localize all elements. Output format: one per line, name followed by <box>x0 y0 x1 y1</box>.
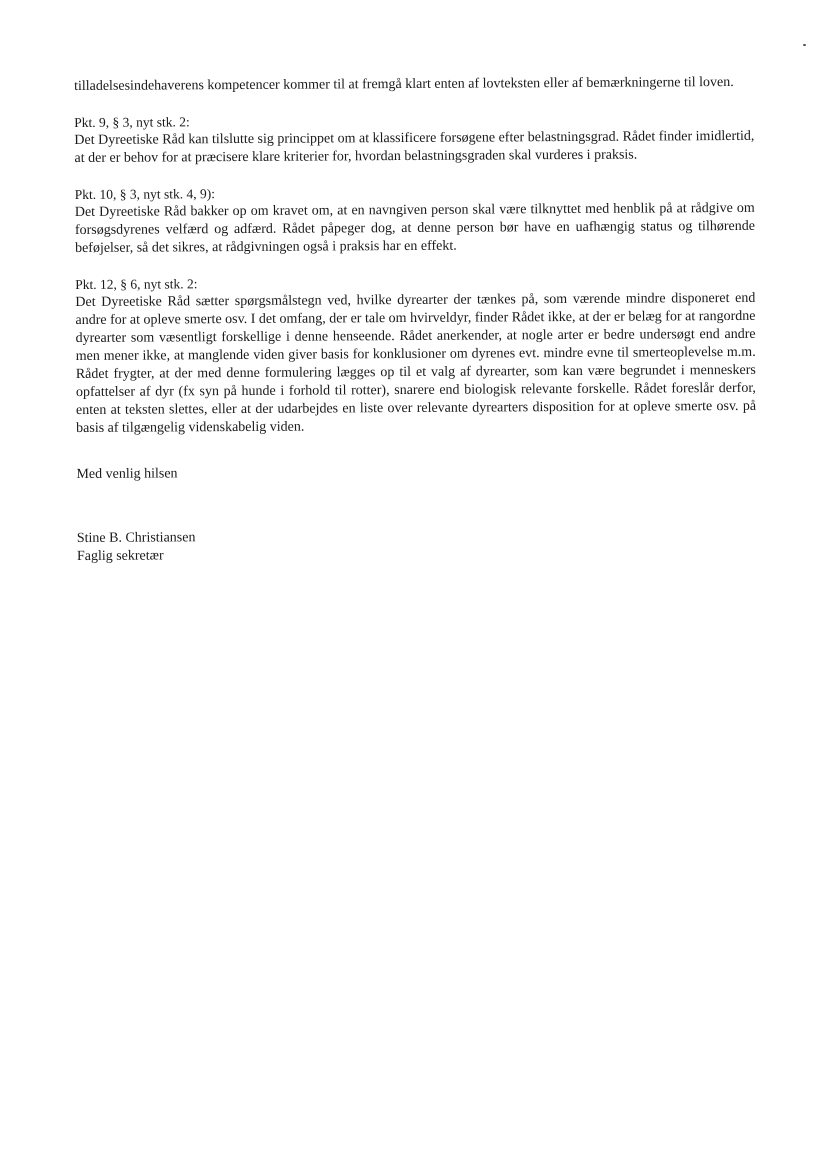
letter-page <box>74 74 757 566</box>
signature-block <box>77 526 757 566</box>
section-paragraph: Det Dyreetiske Råd bakker op om kravet om, at en navngiven person skal være tilknyttet med henblik på at rådgive om forsøgsdyrenes velfærd og adfærd. Rådet påpeger dog, at denne person bør have en uafhængig status og tilhørende beføjelser, så det sikres, at rådgivningen også i praksis har en effekt. <box>74 200 755 256</box>
signature-name: Stine B. Christiansen <box>76 530 196 546</box>
scan-speck <box>803 44 806 46</box>
closing-salutation: Med venlig hilsen <box>76 466 178 482</box>
section-pkt-10 <box>75 182 755 258</box>
signature-title: Faglig sekretær <box>76 548 164 564</box>
section-pkt-12 <box>75 272 756 438</box>
section-paragraph: Det Dyreetiske Råd sætter spørgsmålstegn ved, hvilke dyrearter der tænkes på, som værende mindre disponeret end andre for at opleve smerte osv. I det omfang, der er tale om hvirveldyr, finder Rådet ikke, at der er belæg for at rangordne dyrearter som væsentligt forskellige i denne henseende. Rådet anerkender, at nogle arter er bedre undersøgt end andre men mener ikke, at manglende viden giver basis for konklusioner om dyrenes evt. mindre evne til smerteoplevelse m.m. Rådet frygter, at der med denne formulering lægges op til et valg af dyrearter, som kan være begrundet i menneskers opfattelser af dyr (fx syn på hunde i forhold til rotter), snarere end biologisk relevante forskelle. Rådet foreslår derfor, enten at teksten slettes, eller at der udarbejdes en liste over relevante dyrearters disposition for at opleve smerte osv. på basis af tilgængelig videnskabelig viden. <box>75 290 757 436</box>
intro-paragraph: tilladelsesindehaverens kompetencer kommer til at fremgå klart enten af lovteksten eller af bemærkningerne til loven. <box>74 74 734 94</box>
section-paragraph: Det Dyreetiske Råd kan tilslutte sig princippet om at klassificere forsøgene efter belastningsgrad. Rådet finder imidlertid, at der er behov for at præcisere klare kriterier for, hvordan belastningsgraden skal vurderes i praksis. <box>74 128 755 166</box>
intro-block <box>74 74 754 96</box>
section-heading: Pkt. 9, § 3, nyt stk. 2: <box>74 114 190 130</box>
section-heading: Pkt. 12, § 6, nyt stk. 2: <box>75 276 198 292</box>
section-heading: Pkt. 10, § 3, nyt stk. 4, 9): <box>74 186 216 202</box>
section-pkt-9 <box>74 110 754 168</box>
